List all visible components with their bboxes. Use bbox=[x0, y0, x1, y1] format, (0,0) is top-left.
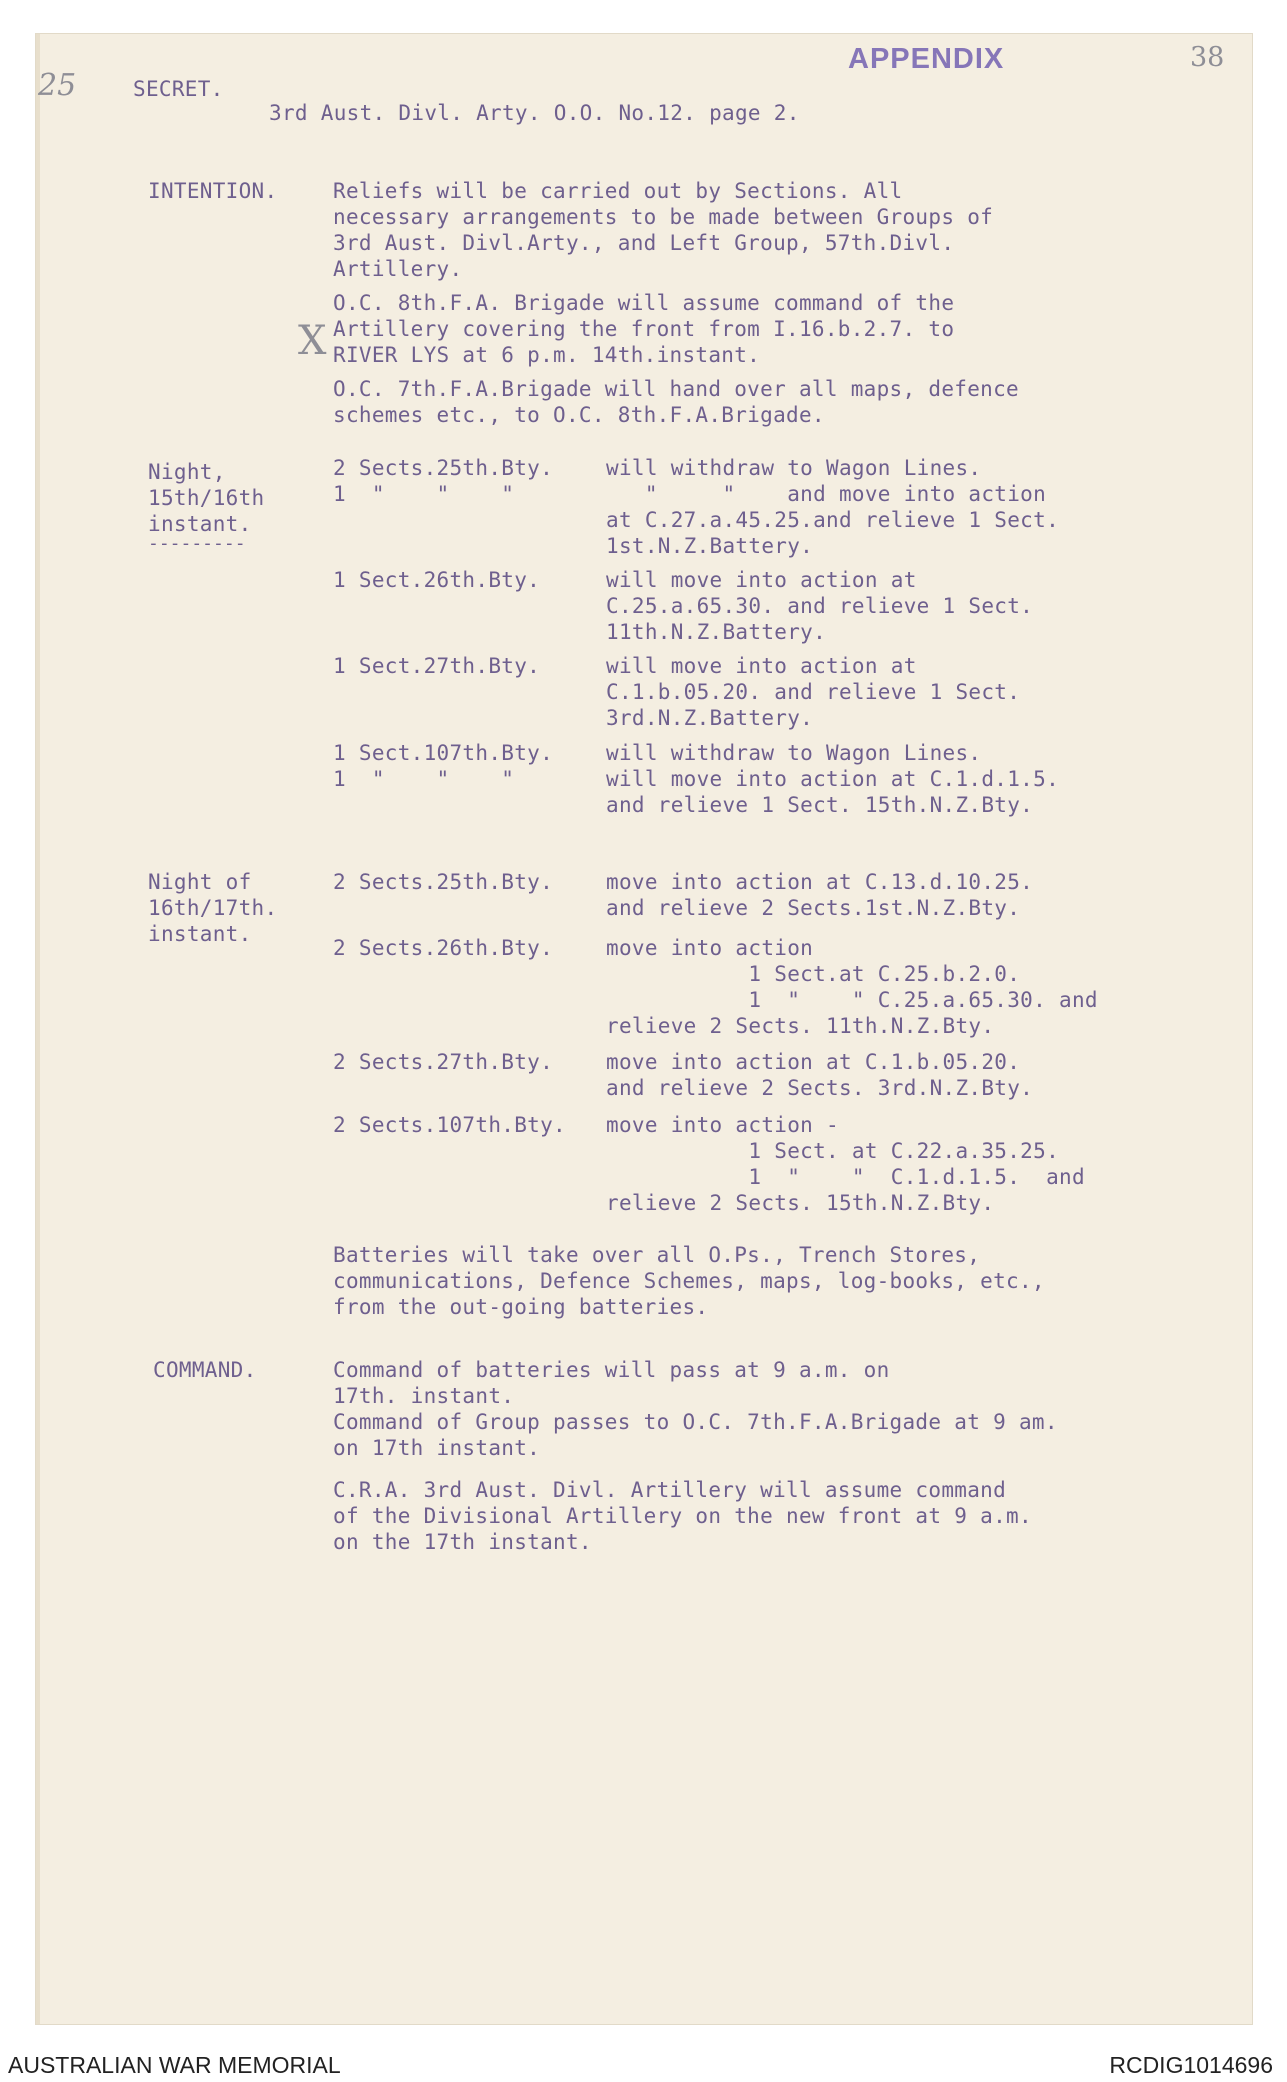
night-1-units-4: 1 Sect.107th.Bty. 1 " " " bbox=[333, 741, 554, 791]
night-2-units-1: 2 Sects.25th.Bty. bbox=[333, 870, 554, 894]
margin-x-mark: X bbox=[298, 318, 327, 364]
night-1-label: Night, 15th/16th instant. bbox=[148, 460, 265, 536]
night-2-orders-4: move into action - 1 Sect. at C.22.a.35.25. 1 " " C.1.d.1.5. and relieve 2 Sects. 15th.N.Z.Bty. bbox=[606, 1113, 1085, 1215]
night-1-units-2: 1 Sect.26th.Bty. bbox=[333, 568, 541, 592]
intention-paragraph-1: Reliefs will be carried out by Sections. All necessary arrangements to be made between Groups of 3rd Aust. Divl.Arty., and Left Group, 57th.Divl. Artillery. bbox=[333, 179, 994, 281]
night-2-units-2: 2 Sects.26th.Bty. bbox=[333, 936, 554, 960]
intention-paragraph-2: O.C. 8th.F.A. Brigade will assume command of the Artillery covering the front from I.16.b.2.7. to RIVER LYS at 6 p.m. 14th.instant. bbox=[333, 291, 955, 367]
night-1-orders-2: will move into action at C.25.a.65.30. and relieve 1 Sect. 11th.N.Z.Battery. bbox=[606, 568, 1034, 644]
archive-source: AUSTRALIAN WAR MEMORIAL bbox=[8, 2052, 341, 2078]
night-1-orders-3: will move into action at C.1.b.05.20. and relieve 1 Sect. 3rd.N.Z.Battery. bbox=[606, 654, 1021, 730]
night-2-orders-1: move into action at C.13.d.10.25. and relieve 2 Sects.1st.N.Z.Bty. bbox=[606, 870, 1034, 920]
order-reference: 3rd Aust. Divl. Arty. O.O. No.12. page 2. bbox=[269, 101, 800, 125]
intention-label: INTENTION. bbox=[148, 179, 278, 203]
night-2-label: Night of 16th/17th. instant. bbox=[148, 870, 278, 946]
classification-heading: SECRET. bbox=[133, 77, 224, 101]
folio-mark: 25 bbox=[38, 68, 77, 103]
intention-paragraph-3: O.C. 7th.F.A.Brigade will hand over all maps, defence schemes etc., to O.C. 8th.F.A.Brigade. bbox=[333, 377, 1019, 427]
night-2-units-4: 2 Sects.107th.Bty. bbox=[333, 1113, 566, 1137]
night-1-units-3: 1 Sect.27th.Bty. bbox=[333, 654, 541, 678]
page-edge bbox=[36, 34, 40, 2024]
night-2-units-3: 2 Sects.27th.Bty. bbox=[333, 1050, 554, 1074]
night-1-orders-1: will withdraw to Wagon Lines. " " and move into action at C.27.a.45.25.and relieve 1 Sect. 1st.N.Z.Battery. bbox=[606, 456, 1060, 558]
command-paragraph-2: C.R.A. 3rd Aust. Divl. Artillery will assume command of the Divisional Artillery on the new front at 9 a.m. on the 17th instant. bbox=[333, 1478, 1032, 1554]
night-1-underline: --------- bbox=[148, 533, 246, 554]
night-1-units-1: 2 Sects.25th.Bty. 1 " " " bbox=[333, 456, 554, 506]
page-number: 38 bbox=[1190, 42, 1225, 73]
command-paragraph-1: Command of batteries will pass at 9 a.m. on 17th. instant. Command of Group passes to O.C. 7th.F.A.Brigade at 9 am. on 17th instant. bbox=[333, 1358, 1058, 1460]
batteries-takeover-paragraph: Batteries will take over all O.Ps., Trench Stores, communications, Defence Schemes, maps, log-books, etc., from the out-going batteries. bbox=[333, 1243, 1045, 1319]
command-label: COMMAND. bbox=[153, 1358, 257, 1382]
night-2-orders-2: move into action 1 Sect.at C.25.b.2.0. 1 " " C.25.a.65.30. and relieve 2 Sects. 11th.N.Z.Bty. bbox=[606, 936, 1098, 1038]
appendix-stamp: APPENDIX bbox=[848, 43, 1005, 75]
archive-reference: RCDIG1014696 bbox=[1109, 2052, 1273, 2078]
night-1-orders-4: will withdraw to Wagon Lines. will move into action at C.1.d.1.5. and relieve 1 Sect. 15th.N.Z.Bty. bbox=[606, 741, 1060, 817]
night-2-orders-3: move into action at C.1.b.05.20. and relieve 2 Sects. 3rd.N.Z.Bty. bbox=[606, 1050, 1034, 1100]
